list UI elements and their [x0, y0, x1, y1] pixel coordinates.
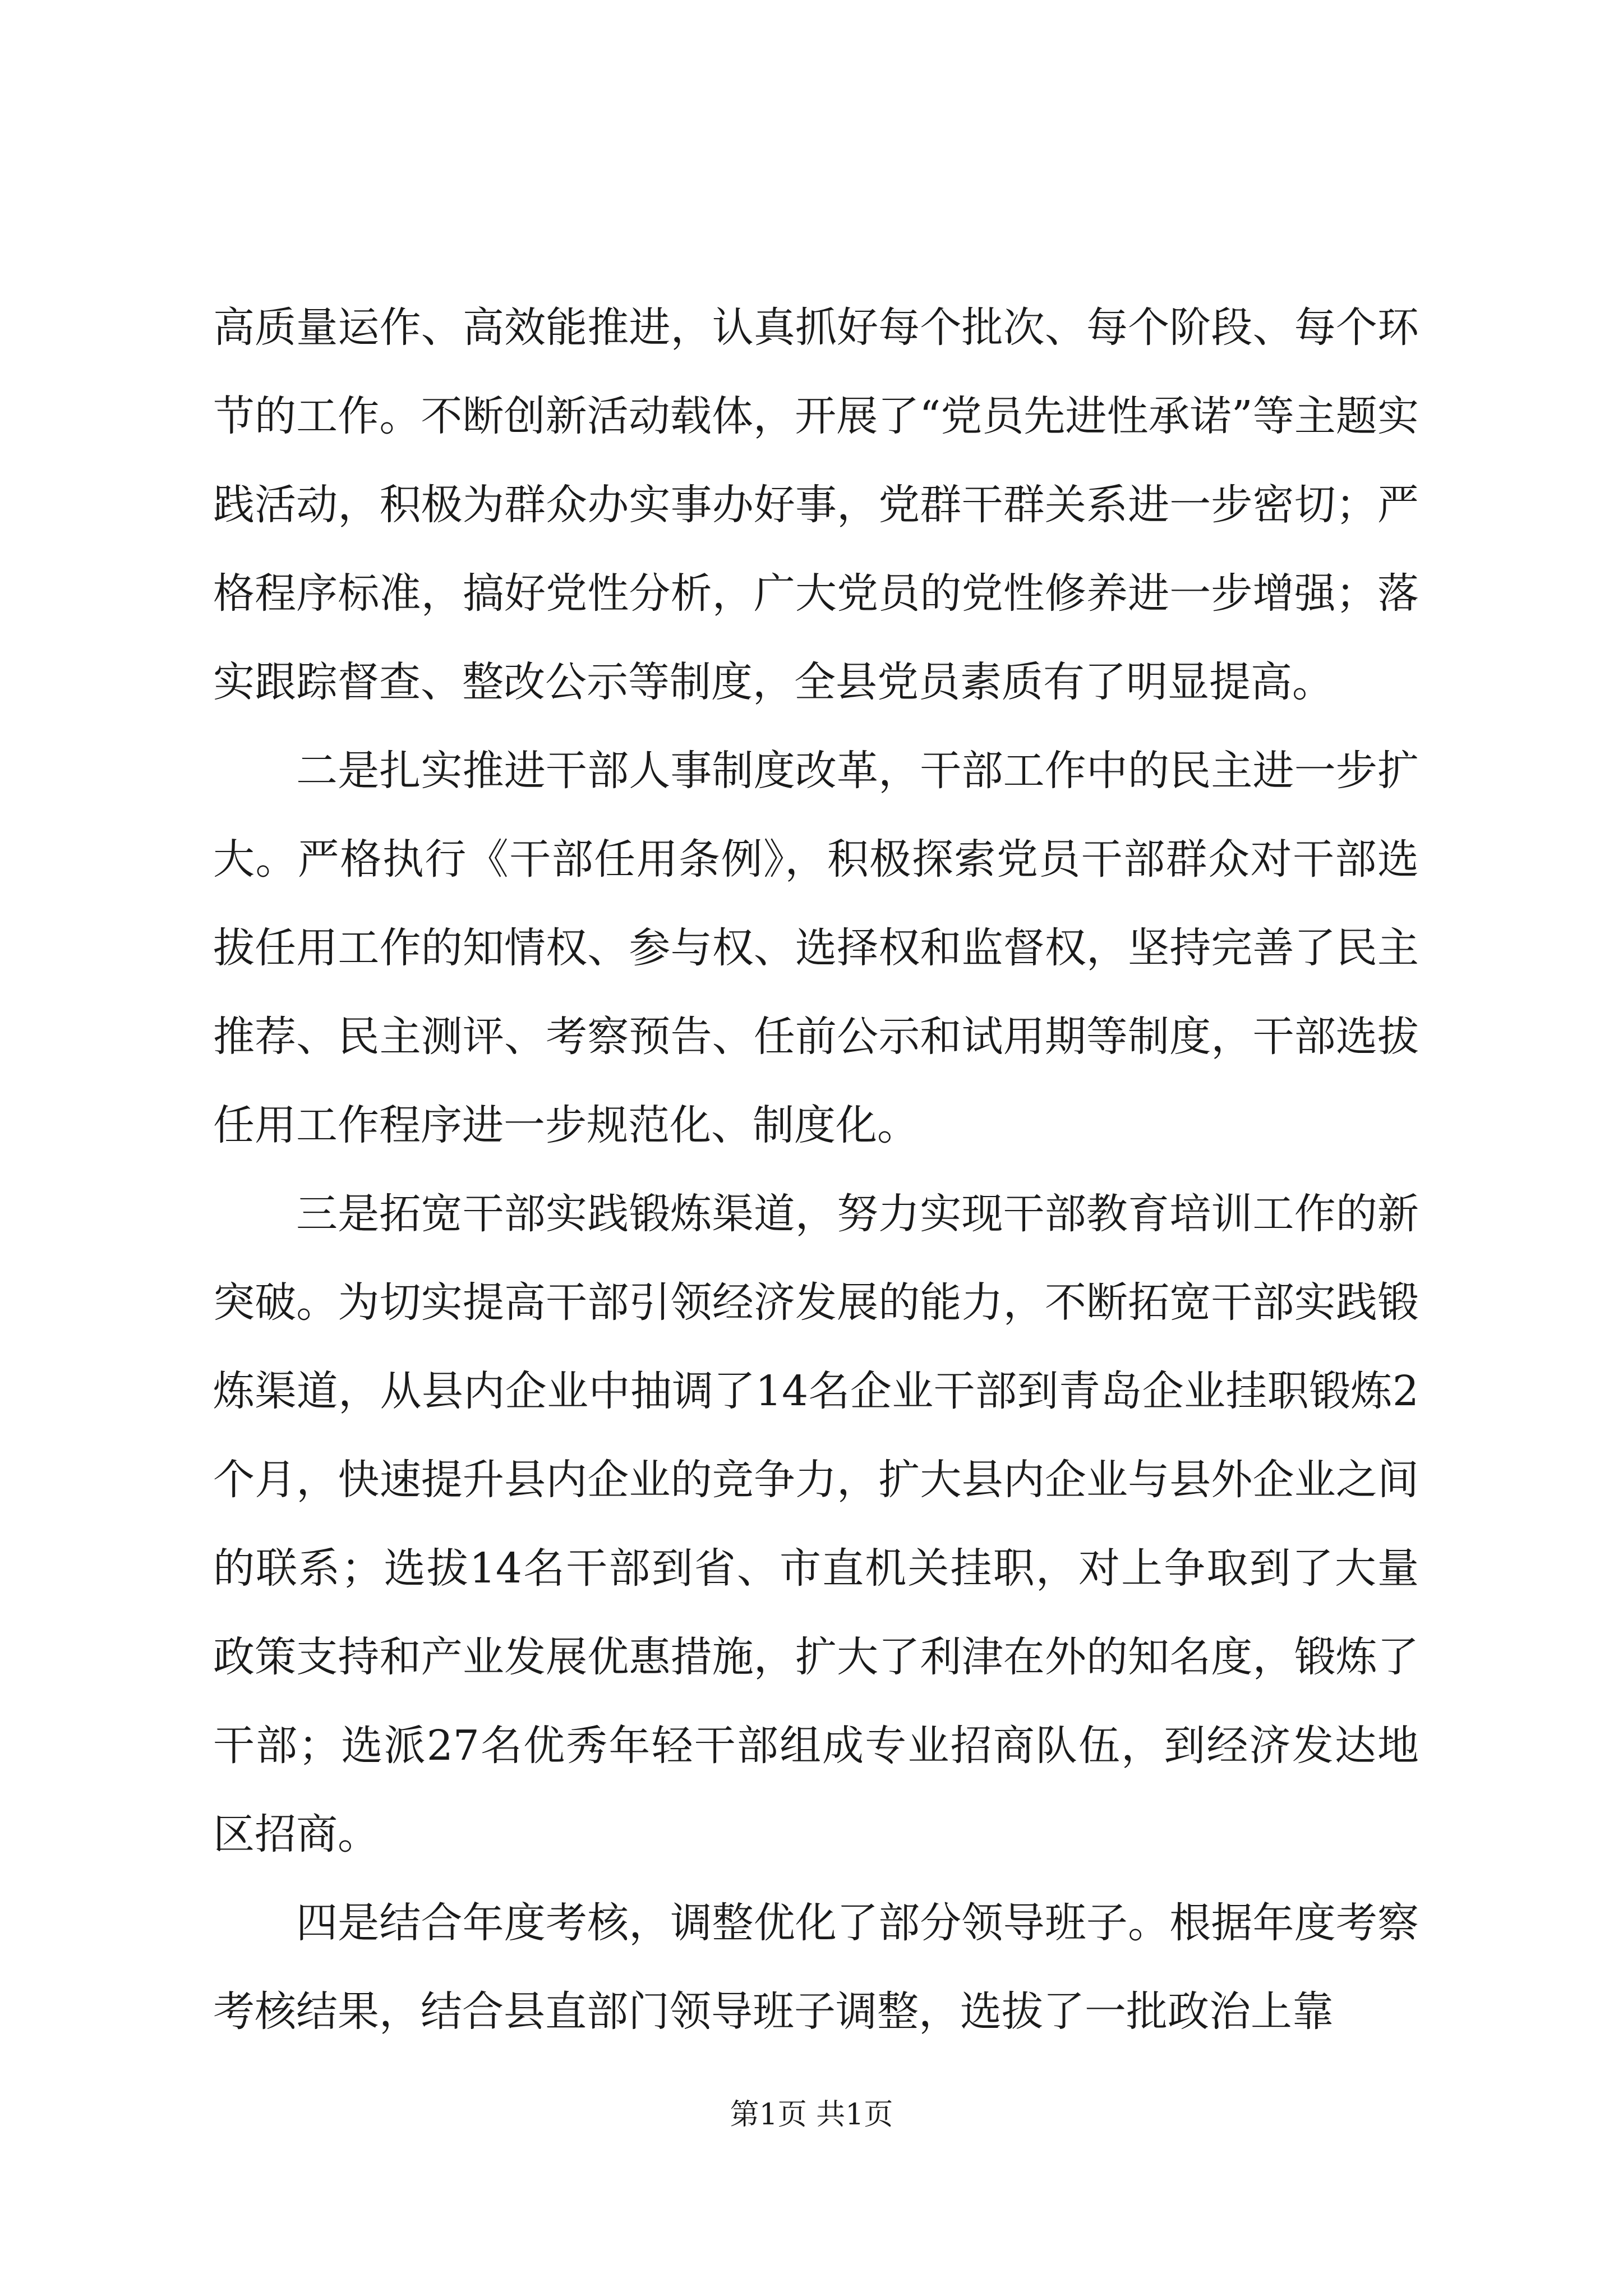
page-footer — [0, 2095, 1623, 2134]
page-number: 第1页 共1页 — [730, 2098, 893, 2132]
paragraph-1: 高质量运作、高效能推进，认真抓好每个批次、每个阶段、每个环节的工作。不断创新活动载体，开展了“党员先进性承诺”等主题实践活动，积极为群众办实事办好事，党群干群关系进一步密切；严格程序标准，搞好党性分析，广大党员的党性修养进一步增强；落实跟踪督查、整改公示等制度，全县党员素质有了明显提高。 — [213, 303, 1419, 706]
paragraph-4: 四是结合年度考核，调整优化了部分领导班子。根据年度考察考核结果，结合县直部门领导班子调整，选拔了一批政治上靠 — [213, 1899, 1419, 2036]
paragraph-2: 二是扎实推进干部人事制度改革，干部工作中的民主进一步扩大。严格执行《干部任用条例》，积极探索党员干部群众对干部选拔任用工作的知情权、参与权、选择权和监督权，坚持完善了民主推荐、民主测评、考察预告、任前公示和试用期等制度，干部选拔任用工作程序进一步规范化、制度化。 — [213, 747, 1419, 1149]
paragraph-3: 三是拓宽干部实践锻炼渠道，努力实现干部教育培训工作的新突破。为切实提高干部引领经济发展的能力，不断拓宽干部实践锻炼渠道，从县内企业中抽调了14名企业干部到青岛企业挂职锻炼2个月，快速提升县内企业的竞争力，扩大县内企业与县外企业之间的联系；选拔14名干部到省、市直机关挂职，对上争取到了大量政策支持和产业发展优惠措施，扩大了利津在外的知名度，锻炼了干部；选派27名优秀年轻干部组成专业招商队伍，到经济发达地区招商。 — [213, 1190, 1419, 1858]
document-body — [213, 283, 1419, 2056]
